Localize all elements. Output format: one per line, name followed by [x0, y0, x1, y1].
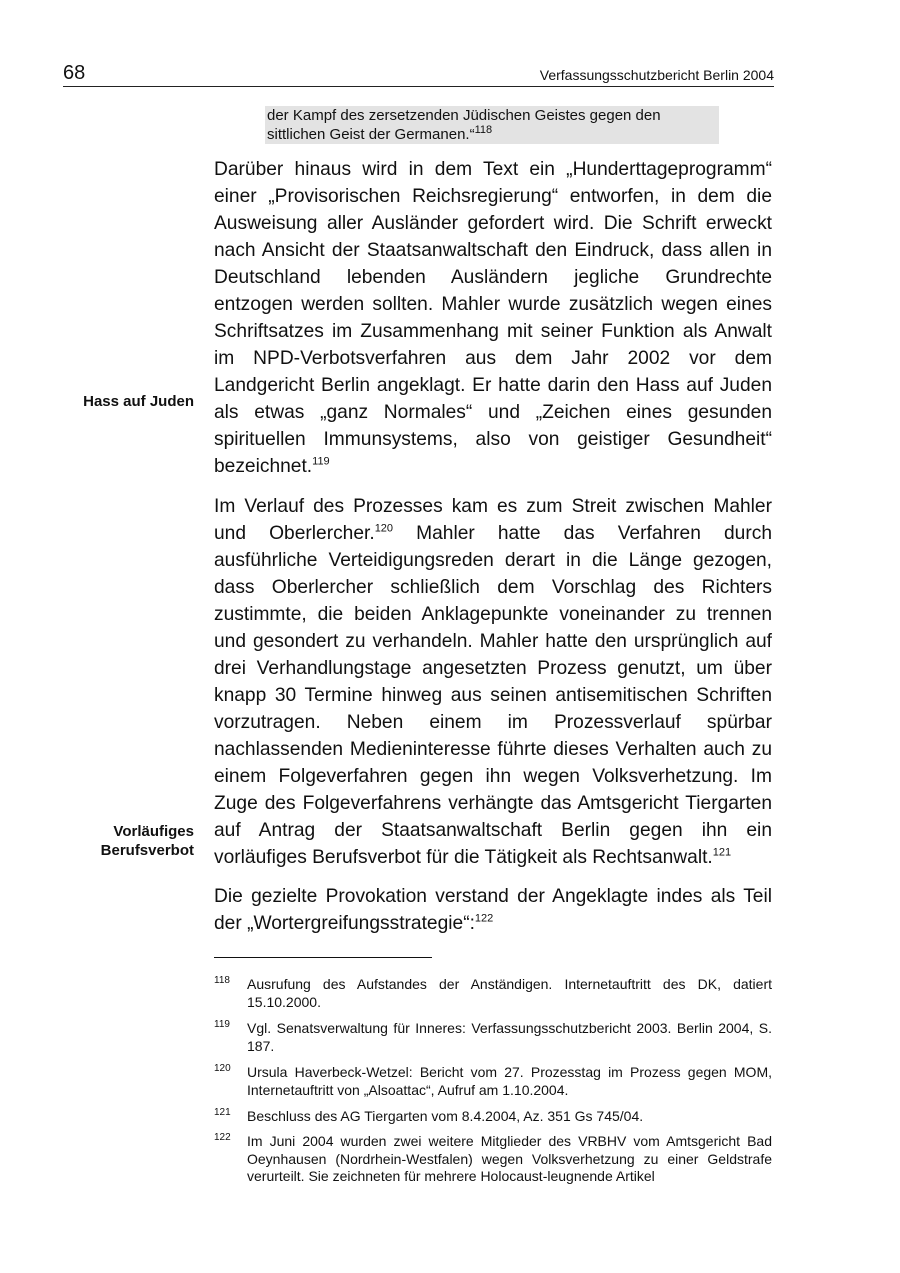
- footnote-text: Ausrufung des Aufstandes der Anständigen. Internetauftritt des DK, datiert 15.10.2000.: [247, 976, 772, 1010]
- footnote-text: Im Juni 2004 wurden zwei weitere Mitglieder des VRBHV vom Amtsgericht Bad Oeynhausen (Nordrhein-Westfalen) wegen Volksverhetzung zu einer Geldstrafe verurteilt. Sie zeichneten für mehrere Holocaust-leugnende Artikel: [247, 1133, 772, 1184]
- footnote-number: 118: [214, 975, 230, 986]
- footnote-text: Vgl. Senatsverwaltung für Inneres: Verfassungsschutzbericht 2003. Berlin 2004, S. 187.: [247, 1020, 772, 1054]
- footnote: [214, 1133, 772, 1186]
- paragraph-text: Die gezielte Provokation verstand der Angeklagte indes als Teil der „Wortergreifungsstrategie“:: [214, 886, 772, 934]
- footnote-ref[interactable]: 118: [474, 123, 493, 136]
- margin-note-berufsverbot: [101, 822, 194, 860]
- body-paragraph: [214, 883, 772, 937]
- footnote-ref[interactable]: 119: [312, 455, 330, 468]
- margin-note-line: Berufsverbot: [100, 842, 194, 859]
- page-number: 68: [63, 62, 86, 84]
- paragraph-text: Im Verlauf des Prozesses kam es zum Streit zwischen Mahler und Oberlercher.: [214, 496, 772, 544]
- quote-text: sittlichen Geist der Germanen.“: [267, 125, 475, 143]
- page-header: [63, 62, 774, 87]
- quote-line: [267, 123, 715, 145]
- quote-line: der Kampf des zersetzenden Jüdischen Geistes gegen den: [267, 107, 661, 124]
- footnote-divider: [214, 957, 432, 958]
- footnote-number: 120: [214, 1063, 231, 1074]
- margin-note-hass-auf-juden: Hass auf Juden: [83, 393, 194, 410]
- footnote-number: 119: [214, 1019, 230, 1030]
- footnote: [214, 1064, 772, 1099]
- margin-note-line: Vorläufiges: [113, 823, 194, 840]
- footnote-text: Ursula Haverbeck-Wetzel: Bericht vom 27. Prozesstag im Prozess gegen MOM, Internetauftritt von „Alsoattac“, Aufruf am 1.10.2004.: [247, 1064, 772, 1098]
- footnote-number: 122: [214, 1132, 231, 1143]
- footnote-number: 121: [214, 1107, 231, 1118]
- footnote-text: Beschluss des AG Tiergarten vom 8.4.2004, Az. 351 Gs 745/04.: [247, 1108, 644, 1124]
- running-title: Verfassungsschutzbericht Berlin 2004: [539, 67, 774, 83]
- paragraph-text: Mahler hatte das Verfahren durch ausführliche Verteidigungsreden derart in die Länge gezogen, dass Oberlercher schließlich dem Vorschlag des Richters zustimmte, die beiden Anklagepunkte voneinander zu trennen und gesondert zu verhandeln. Mahler hatte den ursprünglich auf drei Verhandlungstage angesetzten Prozess genutzt, um über knapp 30 Termine hinweg aus seinen antisemitischen Schriften vorzutragen. Neben einem im Prozessverlauf spürbar nachlassenden Medieninteresse führte dieses Verhalten auch zu einem Folgeverfahren gegen ihn wegen Volksverhetzung. Im Zuge des Folgeverfahrens verhängte das Amtsgericht Tiergarten auf Antrag der Staatsanwaltschaft Berlin gegen ihn ein vorläufiges Berufsverbot für die Tätigkeit als Rechtsanwalt.: [214, 523, 772, 868]
- footnote-ref[interactable]: 122: [474, 912, 494, 925]
- footnote-ref[interactable]: 120: [374, 522, 394, 535]
- footnote: [214, 976, 772, 1011]
- paragraph-text: Darüber hinaus wird in dem Text ein „Hunderttageprogramm“ einer „Provisorischen Reichsregierung“ entworfen, in dem die Ausweisung aller Ausländer gefordert wird. Die Schrift erweckt nach Ansicht der Staatsanwaltschaft den Eindruck, dass allen in Deutschland lebenden Ausländern jegliche Grundrechte entzogen werden sollten. Mahler wurde zusätzlich wegen eines Schriftsatzes im Zusammenhang mit seiner Funktion als Anwalt im NPD-Verbotsverfahren aus dem Jahr 2002 vor dem Landgericht Berlin angeklagt. Er hatte darin den Hass auf Juden als etwas „ganz Normales“ und „Zeichen eines gesunden spirituellen Immunsystems, also von geistiger Gesundheit“ bezeichnet.: [214, 159, 772, 477]
- footnote: [214, 1020, 772, 1055]
- body-paragraph: [214, 493, 772, 871]
- block-quote: [265, 106, 719, 144]
- footnote-ref[interactable]: 121: [712, 846, 732, 859]
- body-paragraph: [214, 156, 772, 480]
- footnote: [214, 1108, 772, 1126]
